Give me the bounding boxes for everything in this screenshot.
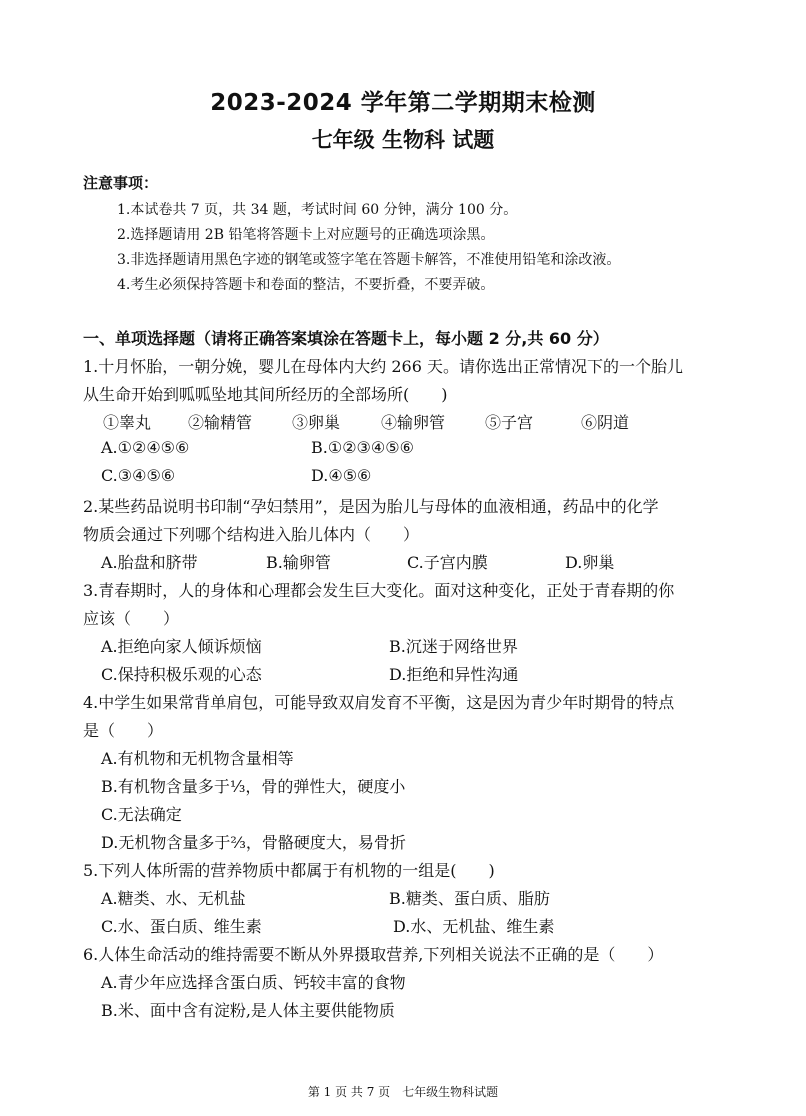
- q4-option-d: D.无机物含量多于⅔，骨骼硬度大，易骨折: [101, 833, 406, 852]
- q1-item: ③卵巢: [292, 413, 341, 432]
- notice-item: 3.非选择题请用黑色字迹的钢笔或签字笔在答题卡解答，不准使用铅笔和涂改液。: [117, 252, 621, 268]
- q4-option-a: A.有机物和无机物含量相等: [101, 749, 294, 768]
- page-footer: 第 1 页 共 7 页 七年级生物科试题: [307, 1085, 499, 1099]
- q1-option-b: B.①②③④⑤⑥: [311, 438, 414, 457]
- q1-option-d: D.④⑤⑥: [311, 466, 372, 485]
- q2-option-d: D.卵巢: [565, 553, 615, 572]
- question-3-stem-cont: 应该（ ）: [83, 609, 180, 628]
- section-heading: 一、单项选择题（请将正确答案填涂在答题卡上，每小题 2 分,共 60 分）: [83, 329, 609, 348]
- q1-item: ⑥阴道: [581, 413, 630, 432]
- q3-option-b: B.沉迷于网络世界: [389, 637, 518, 656]
- q3-option-c: C.保持积极乐观的心态: [101, 665, 262, 684]
- q2-option-b: B.输卵管: [266, 553, 331, 572]
- q6-option-a: A.青少年应选择含蛋白质、钙较丰富的食物: [101, 973, 406, 992]
- q2-option-a: A.胎盘和脐带: [101, 553, 198, 572]
- q1-item: ④输卵管: [381, 413, 446, 432]
- q5-option-d: D.水、无机盐、维生素: [393, 917, 555, 936]
- notice-heading: 注意事项：: [83, 174, 159, 192]
- exam-subtitle: 七年级 生物科 试题: [311, 128, 495, 152]
- question-2-stem: 2.某些药品说明书印制“孕妇禁用”，是因为胎儿与母体的血液相通，药品中的化学: [83, 497, 659, 516]
- question-6-stem: 6.人体生命活动的维持需要不断从外界摄取营养,下列相关说法不正确的是（ ）: [83, 945, 664, 964]
- q1-item: ②输精管: [188, 413, 253, 432]
- q3-option-d: D.拒绝和异性沟通: [389, 665, 519, 684]
- q5-option-c: C.水、蛋白质、维生素: [101, 917, 262, 936]
- q6-option-b: B.米、面中含有淀粉,是人体主要供能物质: [101, 1001, 395, 1020]
- question-4-stem-cont: 是（ ）: [83, 721, 164, 740]
- q1-option-c: C.③④⑤⑥: [101, 466, 176, 485]
- q3-option-a: A.拒绝向家人倾诉烦恼: [101, 637, 262, 656]
- question-1-stem-cont: 从生命开始到呱呱坠地其间所经历的全部场所( ): [83, 385, 448, 404]
- question-2-stem-cont: 物质会通过下列哪个结构进入胎儿体内（ ）: [83, 525, 420, 544]
- q1-item: ⑤子宫: [485, 413, 534, 432]
- question-5-stem: 5.下列人体所需的营养物质中都属于有机物的一组是( ): [83, 861, 495, 880]
- q5-option-b: B.糖类、蛋白质、脂肪: [389, 889, 550, 908]
- q1-option-a: A.①②④⑤⑥: [101, 438, 190, 457]
- question-3-stem: 3.青春期时，人的身体和心理都会发生巨大变化。面对这种变化，正处于青春期的你: [83, 581, 675, 600]
- exam-title: 2023-2024 学年第二学期期末检测: [210, 90, 596, 116]
- question-4-stem: 4.中学生如果常背单肩包，可能导致双肩发育不平衡，这是因为青少年时期骨的特点: [83, 693, 675, 712]
- notice-item: 2.选择题请用 2B 铅笔将答题卡上对应题号的正确选项涂黑。: [117, 227, 495, 243]
- question-1-stem: 1.十月怀胎，一朝分娩，婴儿在母体内大约 266 天。请你选出正常情况下的一个胎儿: [83, 357, 683, 376]
- notice-item: 1.本试卷共 7 页，共 34 题，考试时间 60 分钟，满分 100 分。: [117, 202, 518, 218]
- notice-item: 4.考生必须保持答题卡和卷面的整洁，不要折叠，不要弄破。: [117, 277, 495, 293]
- q5-option-a: A.糖类、水、无机盐: [101, 889, 246, 908]
- q2-option-c: C.子宫内膜: [407, 553, 488, 572]
- q4-option-c: C.无法确定: [101, 805, 182, 824]
- q4-option-b: B.有机物含量多于⅓，骨的弹性大，硬度小: [101, 777, 406, 796]
- q1-item: ①睾丸: [103, 413, 152, 432]
